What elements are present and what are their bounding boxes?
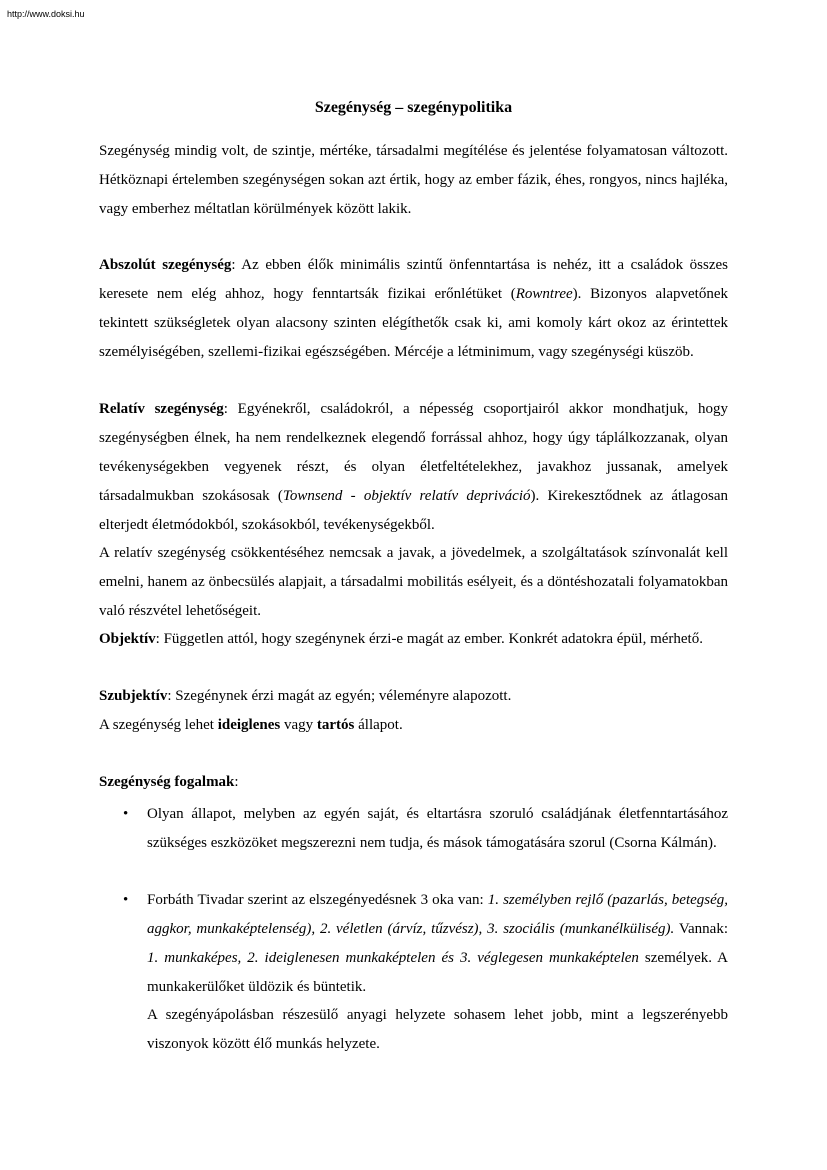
duration-temporary: ideiglenes — [217, 717, 281, 733]
absolute-poverty-text-2: ). Bizonyos alapvetőnek tekintett szükségletek olyan alacsony szinten elégíthetők csak ki, ami komoly kárt okoz az érintettek személyiségében, szellemi-fizikai egészségében. Mércéje a létminimum, vagy szegénységi küszöb. — [99, 286, 729, 360]
page-title: Szegénység – szegénypolitika — [314, 99, 513, 116]
objective-text: : Független attól, hogy szegénynek érzi-e magát az ember. Konkrét adatokra épül, mérhető. — [155, 631, 703, 647]
list-item-types: 1. munkaképes, 2. ideiglenesen munkaképtelen és 3. véglegesen munkaképtelen — [147, 950, 639, 966]
bullet-icon: • — [123, 892, 129, 908]
duration-permanent: tartós — [316, 717, 355, 733]
relative-poverty-term: Relatív szegénység — [99, 401, 224, 417]
bullet-icon: • — [123, 806, 129, 822]
list-item-text: Olyan állapot, melyben az egyén saját, és eltartásra szoruló családjának életfenntartásához szükséges eszközöket megszerezni nem tudja, és mások támogatására szorul (Csorna Kálmán). — [147, 806, 728, 851]
concepts-heading — [99, 768, 728, 797]
absolute-poverty-text-1: : Az ebben élők minimális szintű önfenntartása is nehéz, itt a családok összes keresete nem elég ahhoz, hogy fenntartsák fizikai erőnlétüket ( — [99, 257, 728, 302]
intro-paragraph: Szegénység mindig volt, de szintje, mértéke, társadalmi megítélése és jelentése folyamatosan változott. Hétköznapi értelemben szegénységen sokan azt értik, hogy az ember fázik, éhes, rongyos, nincs hajléka, vagy emberhez méltatlan körülmények között lakik. — [99, 143, 728, 217]
duration-paragraph — [99, 711, 728, 740]
relative-poverty-text-2: ). Kirekesztődnek az átlagosan elterjedt életmódokból, szokásokból, tevékenységekből. — [99, 488, 728, 533]
duration-post: állapot. — [354, 717, 403, 733]
duration-mid: vagy — [280, 717, 317, 733]
absolute-poverty-term: Abszolút szegénység — [99, 257, 232, 273]
subjective-term: Szubjektív — [99, 688, 168, 704]
relative-poverty-text-1: : Egyénekről, családokról, a népesség csoportjairól akkor mondhatjuk, hogy szegénységben élnek, ha nem rendelkeznek elegendő forrással ahhoz, hogy úgy táplálkozzanak, olyan tevékenységekben vegyenek részt, és olyan életfeltételekhez, javakhoz jussanak, amelyek társadalmukban szokásosak ( — [99, 401, 728, 504]
relative-poverty-paragraph — [99, 395, 728, 540]
list-item-continuation: A szegényápolásban részesülő anyagi helyzete sohasem lehet jobb, mint a legszerényebb viszonyok között élő munkás helyzete. — [147, 1007, 728, 1052]
list-item-text-mid: Vannak: — [674, 921, 728, 937]
reduction-paragraph: A relatív szegénység csökkentéséhez nemcsak a javak, a jövedelmek, a szolgáltatások színvonalát kell emelni, hanem az önbecsülés alapjait, a társadalmi mobilitás esélyeit, és a döntéshozatali folyamatokban való részvétel lehetőségeit. — [99, 545, 728, 619]
concepts-heading-text: Szegénység fogalmak — [99, 774, 235, 790]
concepts-heading-colon: : — [234, 774, 239, 790]
source-url[interactable]: http://www.doksi.hu — [7, 9, 85, 19]
relative-poverty-source: Townsend - objektív relatív depriváció — [282, 488, 531, 504]
list-item-text-post: személyek. A munkakerülőket üldözik és büntetik. — [147, 950, 728, 995]
subjective-paragraph — [99, 682, 728, 711]
absolute-poverty-source: Rowntree — [515, 286, 573, 302]
subjective-text: : Szegénynek érzi magát az egyén; véleményre alapozott. — [167, 688, 512, 704]
list-item — [123, 800, 728, 858]
absolute-poverty-paragraph — [99, 251, 728, 367]
list-item-text-pre: Forbáth Tivadar szerint az elszegényedésnek 3 oka van: — [147, 892, 488, 908]
list-item — [123, 886, 729, 1002]
objective-paragraph — [99, 625, 728, 654]
objective-term: Objektív — [99, 631, 156, 647]
list-item-causes: 1. személyben rejlő (pazarlás, betegség, aggkor, munkaképtelenség), 2. véletlen (árvíz, tűzvész), 3. szociális (munkanélküliség). — [147, 892, 729, 937]
duration-pre: A szegénység lehet — [99, 717, 218, 733]
